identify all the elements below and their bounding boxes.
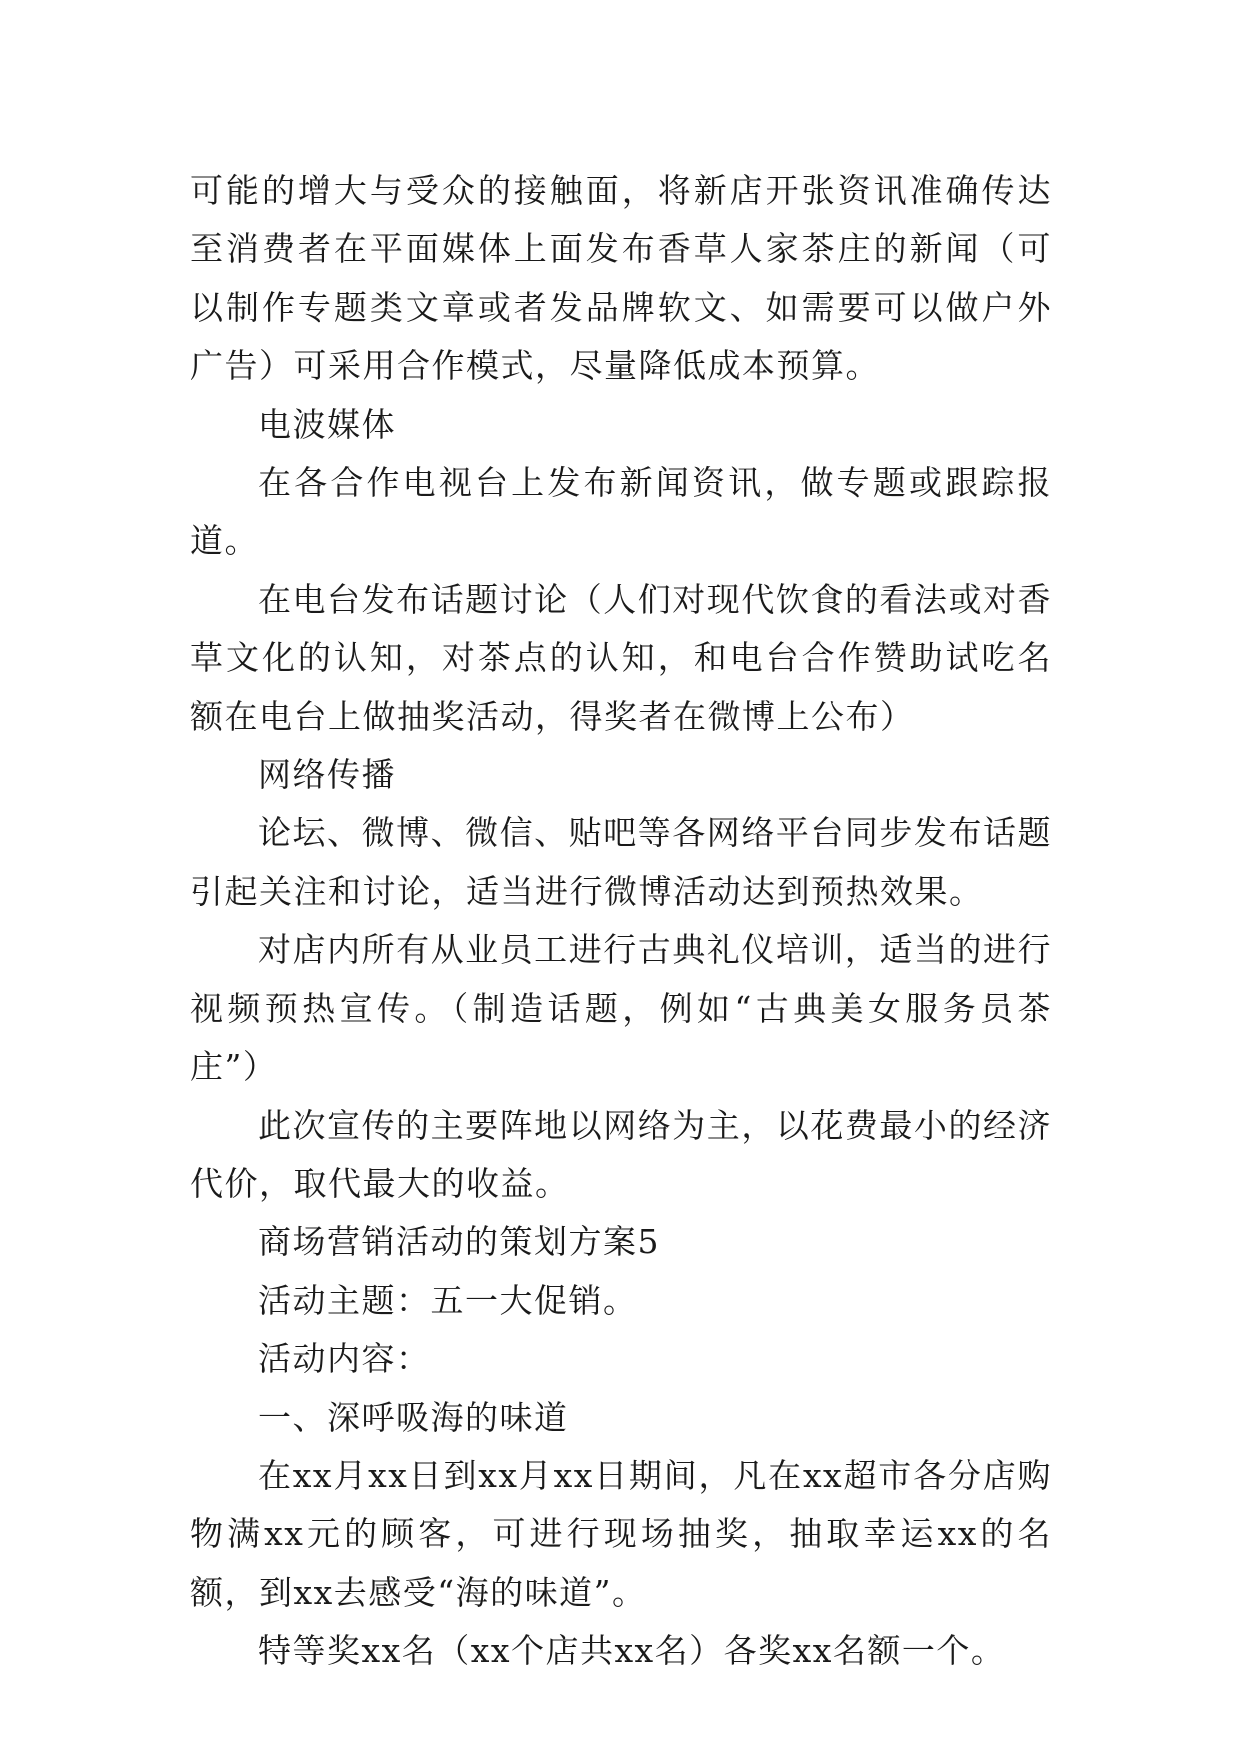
document-body <box>190 162 1052 1681</box>
paragraph: 对店内所有从业员工进行古典礼仪培训，适当的进行视频预热宣传。（制造话题，例如“古典美女服务员茶庄”） <box>190 930 1052 1087</box>
subsection-heading-1: 一、深呼吸海的味道 <box>258 1397 569 1437</box>
paragraph: 论坛、微博、微信、贴吧等各网络平台同步发布话题引起关注和讨论，适当进行微博活动达到预热效果。 <box>190 813 1052 911</box>
activity-content-label: 活动内容： <box>258 1339 431 1379</box>
paragraph: 特等奖xx名（xx个店共xx名）各奖xx名额一个。 <box>258 1631 1006 1671</box>
section-title-plan-5: 商场营销活动的策划方案5 <box>258 1222 660 1262</box>
paragraph: 此次宣传的主要阵地以网络为主，以花费最小的经济代价，取代最大的收益。 <box>190 1105 1052 1203</box>
paragraph: 在xx月xx日到xx月xx日期间，凡在xx超市各分店购物满xx元的顾客，可进行现场抽奖，抽取幸运xx的名额，到xx去感受“海的味道”。 <box>190 1455 1052 1612</box>
activity-theme: 活动主题：五一大促销。 <box>258 1280 638 1320</box>
section-heading-network: 网络传播 <box>258 755 396 795</box>
section-heading-broadcast-media: 电波媒体 <box>258 404 396 444</box>
paragraph: 在各合作电视台上发布新闻资讯，做专题或跟踪报道。 <box>190 463 1052 561</box>
paragraph: 在电台发布话题讨论（人们对现代饮食的看法或对香草文化的认知，对茶点的认知，和电台合作赞助试吃名额在电台上做抽奖活动，得奖者在微博上公布） <box>190 579 1052 736</box>
paragraph: 可能的增大与受众的接触面，将新店开张资讯准确传达至消费者在平面媒体上面发布香草人家茶庄的新闻（可以制作专题类文章或者发品牌软文、如需要可以做户外广告）可采用合作模式，尽量降低成本预算。 <box>190 171 1052 386</box>
